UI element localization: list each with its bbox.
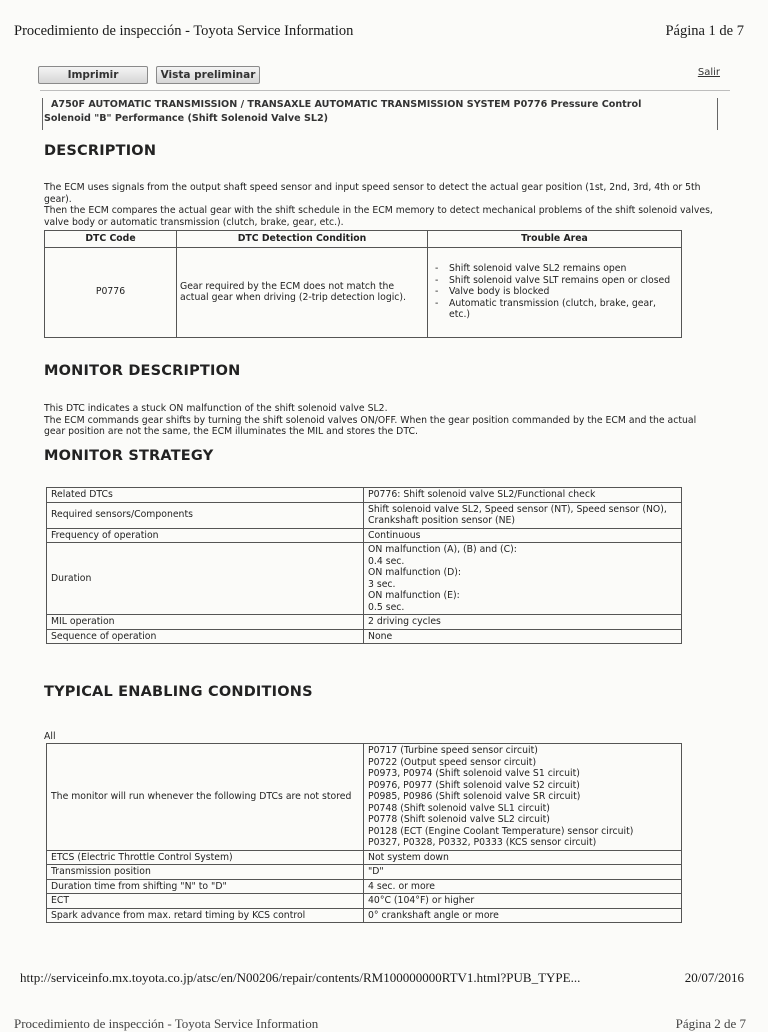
footer-date: 20/07/2016	[684, 970, 744, 985]
enabling-conditions-table	[46, 743, 682, 923]
row-value: "D"	[364, 865, 682, 880]
monitor-description-paragraph-1: This DTC indicates a stuck ON malfunction of the shift solenoid valve SL2.	[44, 403, 388, 414]
table-row	[47, 908, 682, 923]
dtc-code-header: DTC Code	[45, 231, 177, 248]
duration-line: ON malfunction (E):	[368, 590, 460, 601]
table-row	[47, 488, 682, 503]
row-label: Required sensors/Components	[47, 502, 364, 528]
dtc-line: P0748 (Shift solenoid valve SL1 circuit)	[368, 802, 550, 814]
dtc-line: P0973, P0974 (Shift solenoid valve S1 circuit)	[368, 768, 580, 779]
row-value: 0° crankshaft angle or more	[364, 908, 682, 923]
dtc-table	[44, 230, 682, 338]
toolbar-divider	[40, 90, 730, 91]
document-title-line2: Solenoid "B" Performance (Shift Solenoid Valve SL2)	[44, 113, 329, 124]
enabling-conditions-heading: TYPICAL ENABLING CONDITIONS	[44, 684, 313, 700]
table-row	[47, 543, 682, 615]
row-value: None	[364, 629, 682, 644]
monitor-description-text	[44, 403, 720, 438]
print-button[interactable]: Imprimir	[38, 66, 148, 84]
row-value	[364, 543, 682, 615]
monitor-description-heading: MONITOR DESCRIPTION	[44, 363, 241, 379]
row-label: Related DTCs	[47, 488, 364, 503]
monitor-strategy-heading: MONITOR STRATEGY	[44, 448, 214, 464]
trouble-area-item: - Automatic transmission (clutch, brake, gear, etc.)	[449, 298, 678, 321]
row-value: Shift solenoid valve SL2, Speed sensor (NT), Speed sensor (NO), Crankshaft position sensor (NE)	[364, 502, 682, 528]
trouble-area-cell	[428, 247, 682, 337]
table-row	[47, 744, 682, 851]
row-label: MIL operation	[47, 615, 364, 630]
dtc-condition-header: DTC Detection Condition	[177, 231, 428, 248]
description-paragraph-1: The ECM uses signals from the output shaft speed sensor and input speed sensor to detect the actual gear position (1st, 2nd, 3rd, 4th or 5th gear).	[44, 182, 701, 205]
dtc-line: P0717 (Turbine speed sensor circuit)	[368, 745, 538, 756]
row-value: P0776: Shift solenoid valve SL2/Functional check	[364, 488, 682, 503]
trouble-area-item: - Shift solenoid valve SL2 remains open	[449, 263, 678, 275]
dtc-line: P0128 (ECT (Engine Coolant Temperature) sensor circuit)	[368, 825, 634, 837]
dtc-line: P0778 (Shift solenoid valve SL2 circuit)	[368, 814, 550, 825]
duration-line: ON malfunction (A), (B) and (C):	[368, 544, 517, 555]
table-row	[47, 629, 682, 644]
table-row	[47, 615, 682, 630]
duration-line: 0.4 sec.	[368, 555, 405, 567]
row-value: 40°C (104°F) or higher	[364, 894, 682, 909]
row-value: Not system down	[364, 850, 682, 865]
duration-line: ON malfunction (D):	[368, 567, 462, 578]
page-header-title: Procedimiento de inspección - Toyota Service Information	[14, 23, 354, 39]
next-page-number: Página 2 de 7	[675, 1016, 746, 1031]
monitor-strategy-table	[46, 487, 682, 644]
dtc-line: P0327, P0328, P0332, P0333 (KCS sensor circuit)	[368, 837, 597, 848]
dtc-line: P0722 (Output speed sensor circuit)	[368, 756, 537, 768]
row-label: The monitor will run whenever the following DTCs are not stored	[47, 744, 364, 851]
table-row	[47, 528, 682, 543]
exit-link[interactable]: Salir	[697, 67, 720, 78]
row-label: Transmission position	[47, 865, 364, 880]
dtc-line: P0976, P0977 (Shift solenoid valve S2 circuit)	[368, 779, 580, 791]
row-label: Duration	[47, 543, 364, 615]
row-value: 4 sec. or more	[364, 879, 682, 894]
trouble-area-item: - Valve body is blocked	[449, 286, 678, 298]
page-number: Página 1 de 7	[665, 23, 744, 39]
row-label: Duration time from shifting "N" to "D"	[47, 879, 364, 894]
trouble-area-header: Trouble Area	[428, 231, 682, 248]
duration-line: 3 sec.	[368, 578, 396, 590]
dtc-code-cell: P0776	[45, 247, 177, 337]
description-paragraph-2: Then the ECM compares the actual gear with the shift schedule in the ECM memory to detect mechanical problems of the shift solenoid valves, valve body or automatic transmission (clutch, brake, gear, etc.).	[44, 205, 713, 228]
duration-line: 0.5 sec.	[368, 601, 405, 613]
row-label: ETCS (Electric Throttle Control System)	[47, 850, 364, 865]
print-preview-button[interactable]: Vista preliminar	[156, 66, 260, 84]
dtc-condition-cell: Gear required by the ECM does not match the actual gear when driving (2-trip detection logic).	[177, 247, 428, 337]
description-text	[44, 182, 720, 228]
table-row	[47, 865, 682, 880]
description-heading: DESCRIPTION	[44, 143, 157, 159]
enabling-all-label: All	[44, 731, 56, 742]
footer-url: http://serviceinfo.mx.toyota.co.jp/atsc/en/N00206/repair/contents/RM100000000RTV1.html?PUB_TYPE...	[20, 970, 581, 985]
next-page-header-title: Procedimiento de inspección - Toyota Service Information	[14, 1016, 319, 1031]
dtc-line: P0985, P0986 (Shift solenoid valve SR circuit)	[368, 791, 581, 802]
table-row	[47, 502, 682, 528]
row-label: Frequency of operation	[47, 528, 364, 543]
row-label: ECT	[47, 894, 364, 909]
trouble-area-item: - Shift solenoid valve SLT remains open or closed	[449, 275, 678, 287]
row-label: Sequence of operation	[47, 629, 364, 644]
document-title	[42, 98, 718, 130]
table-row	[47, 894, 682, 909]
table-row	[47, 850, 682, 865]
row-label: Spark advance from max. retard timing by KCS control	[47, 908, 364, 923]
row-value: Continuous	[364, 528, 682, 543]
document-title-line1: A750F AUTOMATIC TRANSMISSION / TRANSAXLE AUTOMATIC TRANSMISSION SYSTEM P0776 Pressure Control	[51, 99, 642, 110]
table-row	[47, 879, 682, 894]
monitor-description-paragraph-2: The ECM commands gear shifts by turning the shift solenoid valves ON/OFF. When the gear position commanded by the ECM and the actual gear position are not the same, the ECM illuminates the MIL and stores the DTC.	[44, 414, 697, 437]
row-value	[364, 744, 682, 851]
row-value: 2 driving cycles	[364, 615, 682, 630]
